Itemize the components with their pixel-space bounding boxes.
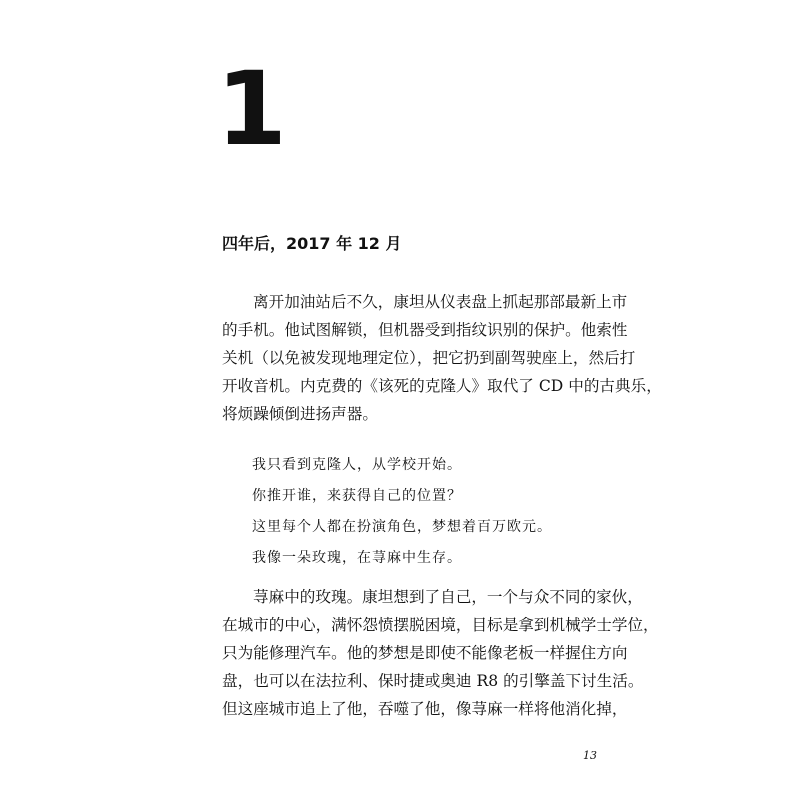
paragraph-line: 的手机。他试图解锁，但机器受到指纹识别的保护。他索性	[222, 321, 628, 339]
chapter-number: 1	[216, 50, 283, 169]
paragraph-line: 开收音机。内克费的《该死的克隆人》取代了 CD 中的古典乐，	[222, 377, 662, 395]
paragraph-line: 盘，也可以在法拉利、保时捷或奥迪 R8 的引擎盖下讨生活。	[222, 672, 644, 690]
song-lyrics	[252, 450, 552, 574]
paragraph-line: 在城市的中心，满怀怨愤摆脱困境，目标是拿到机械学士学位，	[222, 616, 659, 634]
paragraph-2	[222, 583, 659, 723]
lyric-line: 我像一朵玫瑰，在荨麻中生存。	[252, 550, 462, 566]
lyric-line: 我只看到克隆人，从学校开始。	[252, 457, 462, 473]
paragraph-1	[222, 288, 662, 428]
section-heading: 四年后，2017 年 12 月	[222, 234, 402, 253]
paragraph-line: 离开加油站后不久，康坦从仪表盘上抓起那部最新上市	[253, 293, 628, 311]
paragraph-line: 将烦躁倾倒进扬声器。	[222, 405, 378, 423]
paragraph-line: 只为能修理汽车。他的梦想是即使不能像老板一样握住方向	[222, 644, 628, 662]
lyric-line: 你推开谁，来获得自己的位置？	[252, 488, 462, 504]
paragraph-line: 但这座城市追上了他，吞噬了他，像荨麻一样将他消化掉，	[222, 700, 628, 718]
paragraph-line: 关机（以免被发现地理定位），把它扔到副驾驶座上，然后打	[222, 349, 636, 367]
page-number: 13	[583, 749, 597, 762]
lyric-line: 这里每个人都在扮演角色，梦想着百万欧元。	[252, 519, 552, 535]
paragraph-line: 荨麻中的玫瑰。康坦想到了自己，一个与众不同的家伙，	[253, 588, 643, 606]
